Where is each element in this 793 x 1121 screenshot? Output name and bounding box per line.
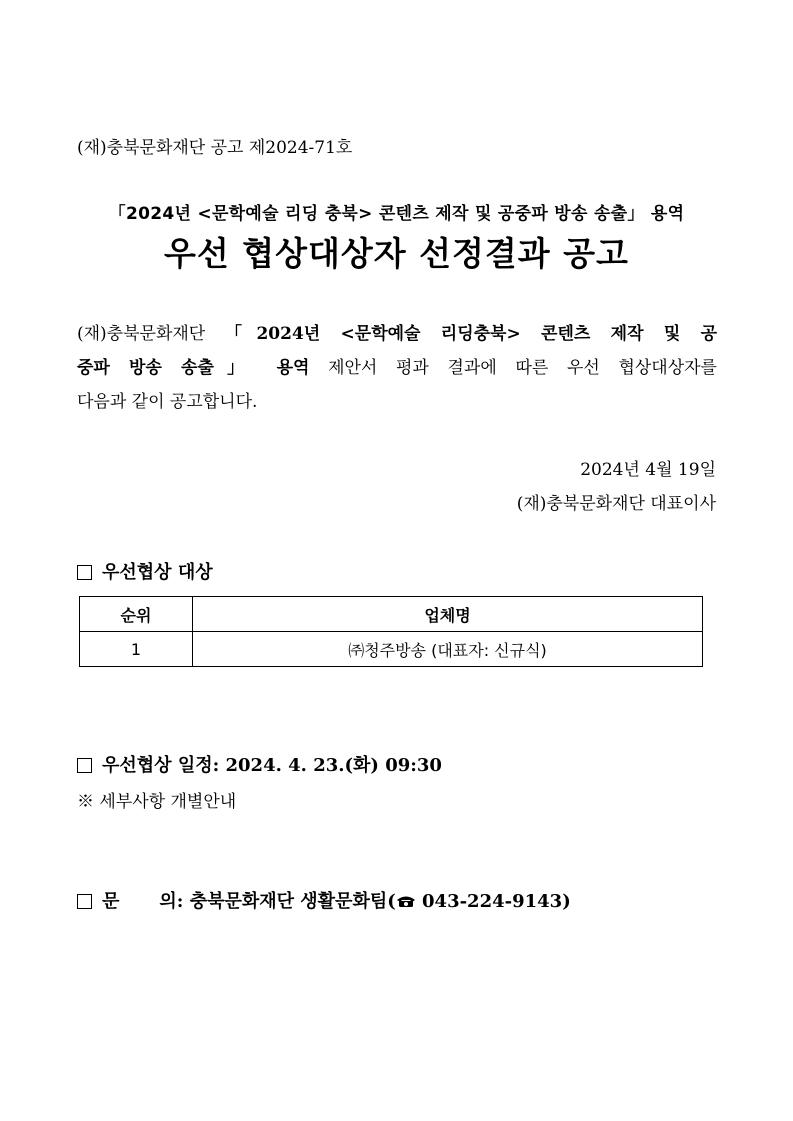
- header-rank: 순위: [80, 597, 193, 632]
- signatory: (재)충북문화재단 대표이사: [516, 494, 716, 514]
- section-target-heading: [77, 558, 213, 584]
- telephone-icon: [396, 894, 416, 908]
- page-title: 우선 협상대상자 선정결과 공고: [164, 234, 629, 273]
- body-line-1: [77, 317, 717, 351]
- section-schedule-heading: [77, 751, 442, 777]
- checkbox-icon: [77, 758, 92, 773]
- body-line-3: 다음과 같이 공고합니다.: [77, 392, 258, 412]
- detail-note: ※ 세부사항 개별안내: [77, 792, 237, 812]
- section-contact-heading: [77, 887, 571, 913]
- header-company: 업체명: [193, 597, 703, 632]
- table-row: [80, 632, 703, 667]
- checkbox-icon: [77, 565, 92, 580]
- cell-company: ㈜청주방송 (대표자: 신규식): [193, 632, 703, 667]
- result-table: [79, 596, 703, 667]
- body-text-part: 제안서 평과 결과에 따른 우선 협상대상자를: [309, 358, 717, 378]
- announcement-body: [77, 317, 717, 419]
- contact-label-b: 의: 충북문화재단 생활문화팀(: [159, 891, 396, 912]
- document-number: (재)충북문화재단 공고 제2024-71호: [77, 138, 353, 158]
- announcement-date: 2024년 4월 19일: [580, 460, 716, 480]
- table-header-row: [80, 597, 703, 632]
- cell-rank: 1: [80, 632, 193, 667]
- document-subtitle: 「2024년 <문학예술 리딩 충북> 콘텐츠 제작 및 공중파 방송 송출」 용역: [108, 204, 685, 224]
- project-name-part-2: 중파 방송 송출」 용역: [77, 358, 310, 378]
- section-target-label: 우선협상 대상: [102, 562, 213, 583]
- contact-phone: 043-224-9143): [415, 891, 571, 912]
- organization-name: (재)충북문화재단: [77, 324, 226, 344]
- project-name-part-1: 「2024년 <문학예술 리딩충북> 콘텐츠 제작 및 공: [225, 324, 717, 344]
- section-schedule-label: 우선협상 일정: 2024. 4. 23.(화) 09:30: [102, 755, 442, 776]
- body-line-2: [77, 351, 717, 385]
- checkbox-icon: [77, 894, 92, 909]
- contact-label-a: 문: [102, 891, 120, 912]
